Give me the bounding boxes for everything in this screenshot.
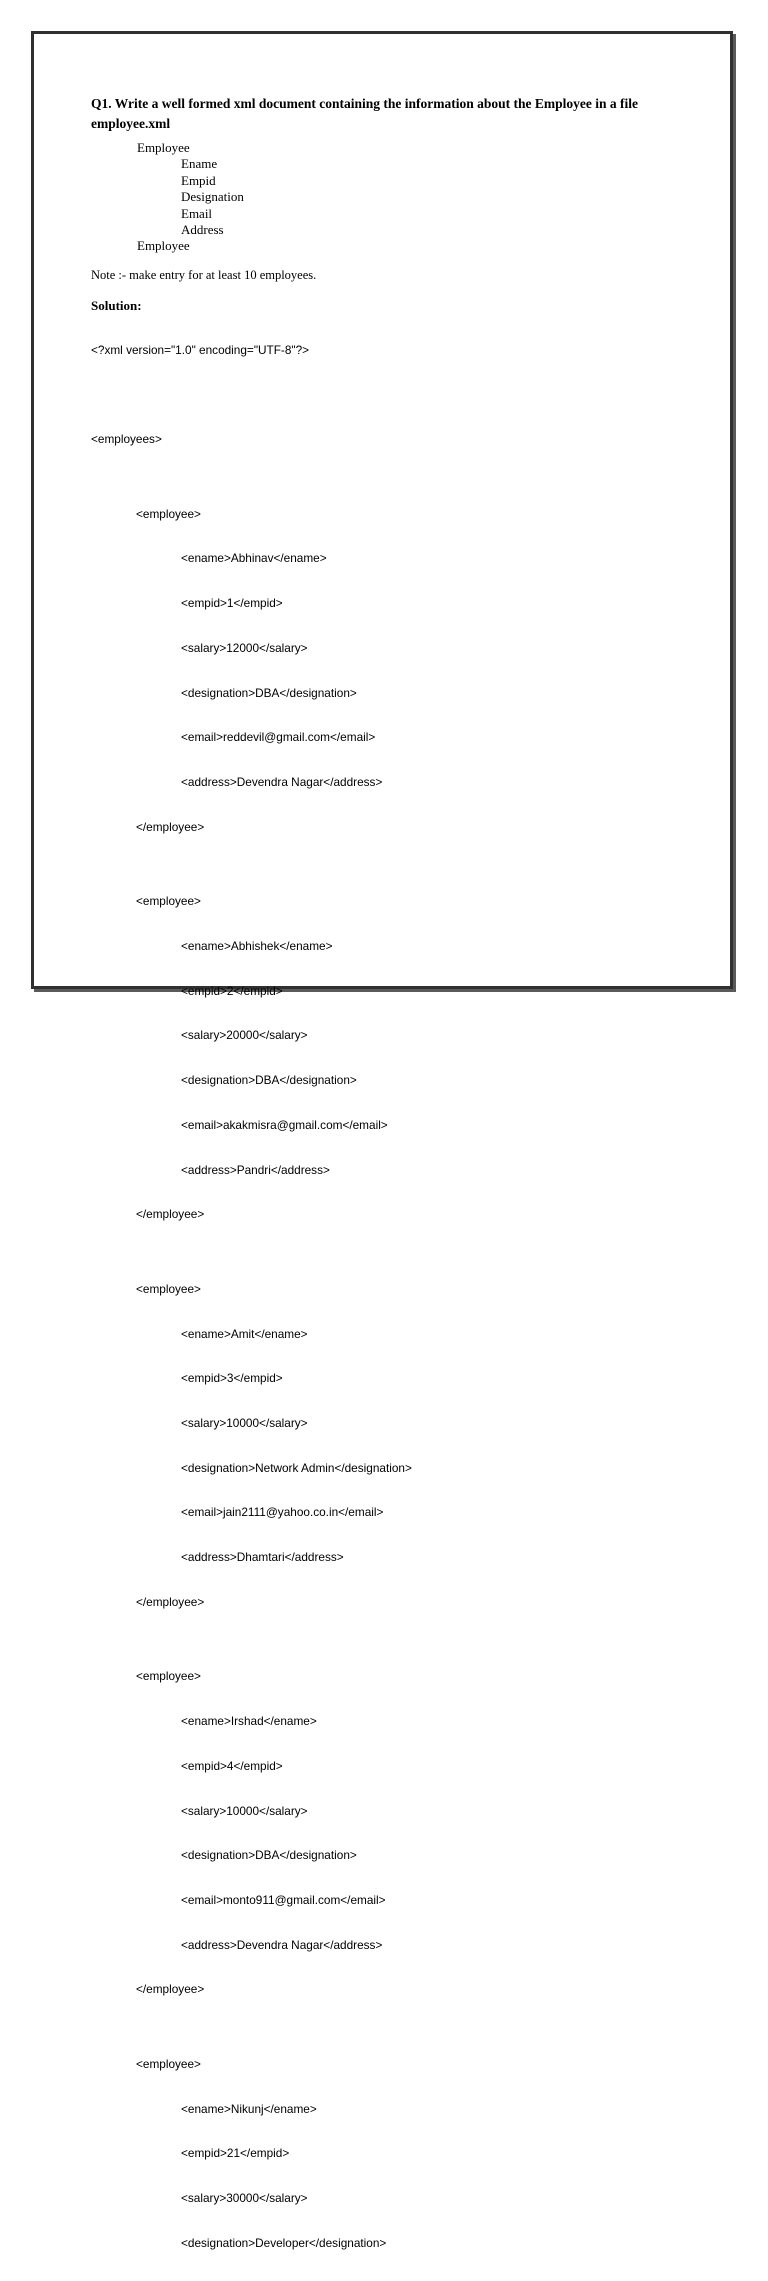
designation-line: <designation>Network Admin</designation> <box>181 1460 412 1475</box>
structure-field: Email <box>181 205 213 221</box>
employee-open-tag: <employee> <box>136 2056 201 2071</box>
address-line: <address>Pandri</address> <box>181 1162 330 1177</box>
question-text: Q1. Write a well formed xml document containing the information about the Employee in a file employee.xml <box>91 96 638 131</box>
email-line: <email>reddevil@gmail.com</email> <box>181 730 376 745</box>
salary-line: <salary>12000</salary> <box>181 640 308 655</box>
structure-field: Empid <box>181 172 216 188</box>
email-line: <email>akakmisra@gmail.com</email> <box>181 1117 388 1132</box>
address-line: <address>Dhamtari</address> <box>181 1550 344 1565</box>
solution-heading: Solution: <box>91 297 142 313</box>
structure-field: Address <box>181 222 224 238</box>
designation-line: <designation>DBA</designation> <box>181 1848 357 1863</box>
empid-line: <empid>21</empid> <box>181 2146 290 2161</box>
employee-close-tag: </employee> <box>136 1982 205 1997</box>
empid-line: <empid>2</empid> <box>181 983 283 998</box>
designation-line: <designation>DBA</designation> <box>181 1073 357 1088</box>
address-line: <address>Devendra Nagar</address> <box>181 1937 383 1952</box>
structure-field: Designation <box>181 189 244 205</box>
employee-open-tag: <employee> <box>136 506 201 521</box>
empid-line: <empid>4</empid> <box>181 1758 283 1773</box>
address-line: <address>Devendra Nagar</address> <box>181 775 383 790</box>
ename-line: <ename>Abhishek</ename> <box>181 939 333 953</box>
email-line: <email>monto911@gmail.com</email> <box>181 1893 386 1907</box>
salary-line: <salary>30000</salary> <box>181 2191 308 2206</box>
salary-line: <salary>10000</salary> <box>181 1416 308 1430</box>
salary-line: <salary>10000</salary> <box>181 1803 308 1818</box>
xml-declaration: <?xml version="1.0" encoding="UTF-8"?> <box>91 342 310 357</box>
employee-open-tag: <employee> <box>136 1281 201 1296</box>
ename-line: <ename>Irshad</ename> <box>181 1714 317 1729</box>
empid-line: <empid>1</empid> <box>181 596 283 611</box>
empid-line: <empid>3</empid> <box>181 1371 283 1386</box>
ename-line: <ename>Nikunj</ename> <box>181 2101 317 2116</box>
document-page <box>31 31 733 2250</box>
note-text: Note :- make entry for at least 10 employees. <box>91 267 317 282</box>
employee-structure <box>137 140 701 255</box>
structure-close: Employee <box>137 238 190 254</box>
root-open-tag: <employees> <box>91 432 162 447</box>
employee-open-tag: <employee> <box>136 894 201 909</box>
ename-line: <ename>Amit</ename> <box>181 1326 308 1341</box>
xml-code-block <box>91 313 701 2281</box>
structure-field: Ename <box>181 156 218 172</box>
designation-line: <designation>DBA</designation> <box>181 685 357 700</box>
employee-close-tag: </employee> <box>136 1207 205 1222</box>
structure-open: Employee <box>137 140 190 155</box>
page-content <box>91 94 701 2281</box>
designation-line: <designation>Developer</designation> <box>181 2235 387 2250</box>
ename-line: <ename>Abhinav</ename> <box>181 551 327 566</box>
employee-close-tag: </employee> <box>136 1594 205 1609</box>
email-line: <email>jain2111@yahoo.co.in</email> <box>181 1505 384 1520</box>
employee-open-tag: <employee> <box>136 1669 201 1684</box>
salary-line: <salary>20000</salary> <box>181 1028 308 1043</box>
employee-close-tag: </employee> <box>136 819 205 834</box>
